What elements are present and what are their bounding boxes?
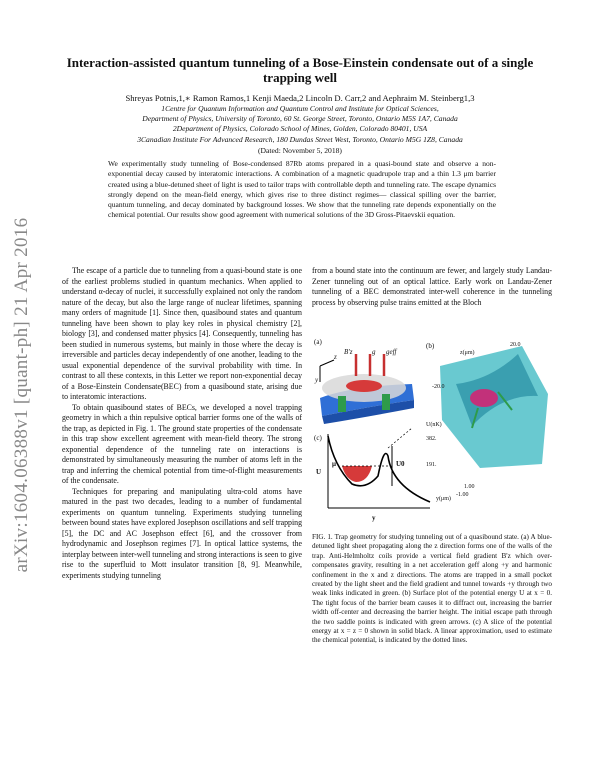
u-tick-1: 382. <box>426 436 437 442</box>
c-y-label: y <box>372 514 376 522</box>
affiliation-3: 3Canadian Institute For Advanced Research, 180 Dundas Street West, Toronto, Ontario M5G 1Z8, Canada <box>137 135 463 144</box>
geff-label: geff <box>386 348 397 356</box>
u-nk-label: U(nK) <box>426 422 442 428</box>
c-mu-label: μ <box>332 460 336 468</box>
weak-link-left <box>338 396 346 412</box>
author-list: Shreyas Potnis,1,∗ Ramon Ramos,1 Kenji Maeda,2 Lincoln D. Carr,2 and Aephraim M. Steinberg1,3 <box>125 93 475 103</box>
u-tick-2: 191. <box>426 462 437 468</box>
figure-graphic <box>312 336 552 530</box>
y-um-label: y(μm) <box>436 496 451 502</box>
weak-link-right <box>382 394 390 410</box>
arxiv-id: arXiv:1604.06388v1 [quant-ph] 21 Apr 2016 <box>11 217 32 573</box>
affiliation-1: 1Centre for Quantum Information and Quantum Control and Institute for Optical Sciences, <box>161 104 439 113</box>
panel-a-label: (a) <box>314 338 322 346</box>
affiliation-2: 2Department of Physics, Colorado School of Mines, Golden, Colorado 80401, USA <box>172 124 428 133</box>
y-axis-label: y <box>315 376 319 384</box>
right-paragraph: from a bound state into the continuum are fewer, and largely study Landau-Zener tunneling out of an optical lattice. Early work on Landau-Zener tunneling of a BEC demonstrated inter-well coherence in the tunneling process by observing pulse trains emitted at the Bloch <box>312 266 552 307</box>
y-tick-2: -1.00 <box>456 492 469 498</box>
z-tick-lo: -20.0 <box>432 384 445 390</box>
figure-caption: FIG. 1. Trap geometry for studying tunneling out of a quasibound state. (a) A blue-detuned light sheet propagating along the z direction forms one of the walls of the trap. Anti-Helmholtz coils provide a vertical field gradient B'z which over-compensates gravity, resulting in a net acceleration geff along +y and harmonic confinement in the x and z directions. The atoms are trapped in a small pocket created by the light sheet and the field gradient and tunnel towards +y through two weak links indicated in green. (b) Surface plot of the potential energy U at x = 0. The tight focus of the barrier beam causes it to diffract out, increasing the barrier width off-center and decreasing the barrier height. The initial escape path through the two saddle points is indicated with green arrows. (c) A slice of the potential energy at x = z = 0 shown in solid black. A linear approximation, used to estimate the chemical potential, is indicated by the dotted lines. <box>312 533 552 645</box>
linear-approx <box>388 428 412 448</box>
c-u0-label: U0 <box>396 460 405 468</box>
y-tick-1: 1.00 <box>464 484 475 490</box>
z-um-label: z(μm) <box>460 350 475 356</box>
intro-paragraph-1: The escape of a particle due to tunneling from a quasi-bound state is one of the earliest problems studied in quantum mechanics. When applied to understand α-decay of nuclei, it successfully explained not only the random nature of the decay, but also the large range of nuclear lifetimes, spanning many orders of magnitude [1]. Since then, quasibound states and quantum tunneling have been shown to play key roles in physical chemistry [2], biology [3], and condensed matter physics [4]. Consequently, tunneling has been studied in numerous systems, but mainly in those where the decay is irreversible and particles decay independently of one another, leading to the usual exponential dependence of the survival probability with time. In contrast to all these contexts, in this Letter we report non-exponential decay of a Bose-Einstein Condensate(BEC) from a quasibound state, arising due to interatomic interactions. <box>62 266 302 401</box>
panel-b-label: (b) <box>426 342 435 350</box>
figure-1 <box>312 336 552 530</box>
surface-well <box>470 389 498 407</box>
dated-line: (Dated: November 5, 2018) <box>258 146 342 155</box>
chemical-potential-fill <box>342 466 372 482</box>
z-tick-hi: 20.0 <box>510 342 521 348</box>
c-u-label: U <box>316 468 322 476</box>
g-label: g <box>372 348 376 356</box>
panel-c-label: (c) <box>314 434 322 442</box>
column-left <box>62 266 302 581</box>
paper-title: Interaction-assisted quantum tunneling of a Bose-Einstein condensate out of a single trapping well <box>66 55 534 85</box>
column-right-text <box>312 266 552 308</box>
abstract: We experimentally study tunneling of Bose-condensed 87Rb atoms prepared in a quasi-bound state and observe a non-exponential decay caused by interatomic interactions. A combination of a magnetic quadrupole trap and a thin 1.3 μm barrier created using a blue-detuned sheet of light is used to tailor traps with controllable depth and tunneling rate. The escape dynamics strongly depend on the mean-field energy, which gives rise to three distinct regimes— classical spilling over the barrier, quantum tunneling, and decay dominated by background losses. We show that the tunneling rate depends exponentially on the chemical potential. Our results show good agreement with numerical solutions of the 3D Gross-Pitaevskii equation. <box>108 159 496 220</box>
z-axis-label: z <box>334 353 337 361</box>
intro-paragraph-3: Techniques for preparing and manipulating ultra-cold atoms have matured in the past two decades, leading to a number of fundamental experiments on quantum tunneling. Experiments studying tunneling between bound states have explored Josephson oscillations and self trapping [5], the DC and AC Josephson effect [6], and the crossover from hydrodynamic and Josephson regimes [7]. In optical lattice systems, the interplay between inter-well tunneling and strong interactions is seen to give rise to the superfluid to Mott insulator transition [8, 9]. Meanwhile, experiments studying tunneling <box>62 486 302 580</box>
z-axis-arrow <box>320 360 334 366</box>
arxiv-watermark <box>10 215 34 575</box>
intro-paragraph-2: To obtain quasibound states of BECs, we developed a novel trapping geometry in which a thin repulsive optical barrier forms one of the walls of the trap, as depicted in Fig. 1. The ground state properties of the condensate in this trap show excellent agreement with mean-field theory. The strong exponential dependence of the tunneling rate on interactions is demonstrated by simultaneously measuring the number of atoms left in the trap and inferring the chemical potential from time-of-flight measurements of the condensate. <box>62 402 302 485</box>
bz-label: B'z <box>344 348 353 356</box>
affiliation-1-dept: Department of Physics, University of Toronto, 60 St. George Street, Toronto, Ontario M5S 1A7, Canada <box>142 114 458 123</box>
bec-cloud <box>346 380 382 392</box>
